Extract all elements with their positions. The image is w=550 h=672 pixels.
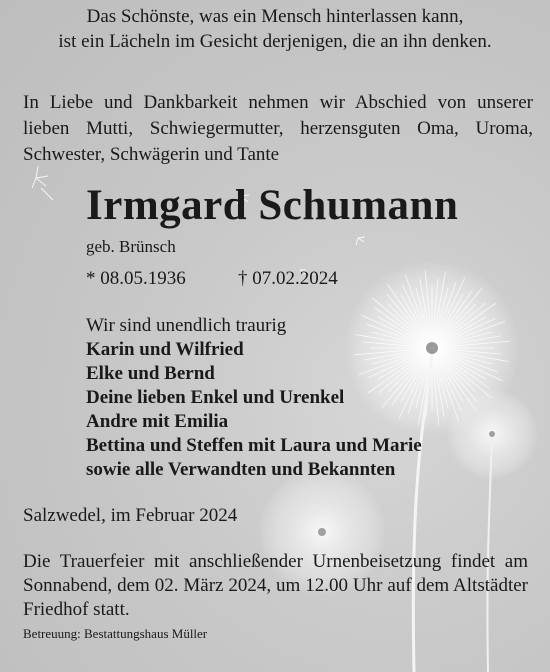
death-date: † 07.02.2024 <box>238 268 338 289</box>
memorial-quote <box>0 4 550 54</box>
mourner-line: Andre mit Emilia <box>86 411 229 432</box>
mourner-line: Deine lieben Enkel und Urenkel <box>86 387 345 408</box>
life-dates <box>86 268 386 290</box>
quote-line-1: Das Schönste, was ein Mensch hinterlassen kann, <box>86 6 464 27</box>
dandelion-small-right <box>446 388 538 672</box>
mourner-line: sowie alle Verwandten und Bekannten <box>86 459 396 480</box>
place-and-date: Salzwedel, im Februar 2024 <box>23 505 238 526</box>
funeral-information: Die Trauerfeier mit anschließender Urnenbeisetzung findet am Sonnabend, dem 02. März 2024, um 12.00 Uhr auf dem Altstädter Friedhof statt. <box>23 551 528 620</box>
deceased-name: Irmgard Schumann <box>86 182 459 229</box>
funeral-home-credit: Betreuung: Bestattungshaus Müller <box>23 626 208 641</box>
farewell-intro-text: In Liebe und Dankbarkeit nehmen wir Abschied von unserer lieben Mutti, Schwiegermutter, herzensguten Oma, Uroma, Schwester, Schwägerin und Tante <box>23 92 533 165</box>
mourners-lead: Wir sind unendlich traurig <box>86 315 287 336</box>
mourners-list <box>86 314 422 482</box>
quote-line-2: ist ein Lächeln im Gesicht derjenigen, die an ihn denken. <box>58 31 492 52</box>
mourner-line: Bettina und Steffen mit Laura und Marie <box>86 435 422 456</box>
birth-name: geb. Brünsch <box>86 237 176 256</box>
mourner-line: Karin und Wilfried <box>86 339 244 360</box>
birth-date: * 08.05.1936 <box>86 268 186 289</box>
mourner-line: Elke und Bernd <box>86 363 215 384</box>
